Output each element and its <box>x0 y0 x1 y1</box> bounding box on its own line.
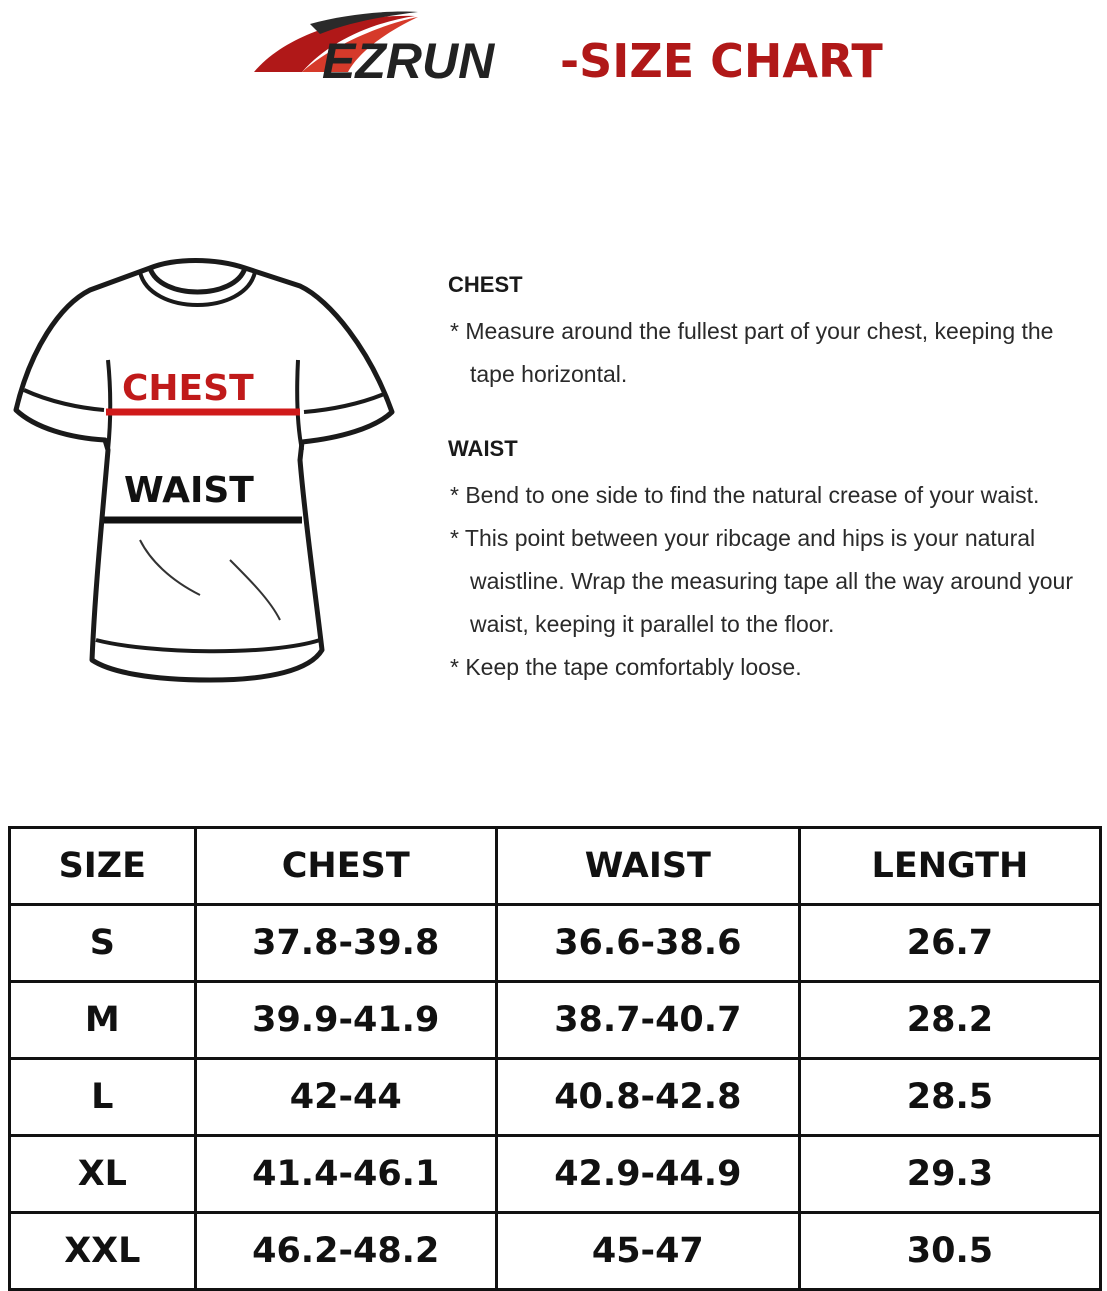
ezrun-logo <box>250 10 550 90</box>
waist-guide-item: * Keep the tape comfortably loose. <box>450 654 802 680</box>
waist-guide-item: * Bend to one side to find the natural crease of your waist. <box>450 482 1040 508</box>
chest-label: CHEST <box>122 368 254 409</box>
waist-cell: 40.8-42.8 <box>496 1059 799 1136</box>
waist-guide-heading: WAIST <box>448 436 518 461</box>
size-cell: M <box>10 982 196 1059</box>
table-header-row <box>10 828 1101 905</box>
table-row <box>10 905 1101 982</box>
waist-label: WAIST <box>124 470 254 511</box>
measurement-guide <box>448 272 1103 689</box>
length-cell: 28.2 <box>799 982 1100 1059</box>
table-row <box>10 1059 1101 1136</box>
waist-cell: 45-47 <box>496 1213 799 1290</box>
size-cell: XL <box>10 1136 196 1213</box>
svg-text:EZRUN: EZRUN <box>322 33 495 89</box>
length-cell: 26.7 <box>799 905 1100 982</box>
header-length: LENGTH <box>799 828 1100 905</box>
table-row <box>10 1136 1101 1213</box>
header <box>0 0 1107 110</box>
chest-cell: 42-44 <box>195 1059 496 1136</box>
waist-cell: 42.9-44.9 <box>496 1136 799 1213</box>
chest-cell: 46.2-48.2 <box>195 1213 496 1290</box>
length-cell: 29.3 <box>799 1136 1100 1213</box>
size-table <box>8 826 1102 1291</box>
header-waist: WAIST <box>496 828 799 905</box>
waist-guide-item: * This point between your ribcage and hips is your natural waistline. Wrap the measuring tape all the way around your waist, keeping it parallel to the floor. <box>450 525 1074 637</box>
size-cell: XXL <box>10 1213 196 1290</box>
chest-cell: 41.4-46.1 <box>195 1136 496 1213</box>
header-chest: CHEST <box>195 828 496 905</box>
chest-guide-heading: CHEST <box>448 272 523 297</box>
chest-guide-item: * Measure around the fullest part of your chest, keeping the tape horizontal. <box>450 318 1054 387</box>
chest-cell: 37.8-39.8 <box>195 905 496 982</box>
header-size: SIZE <box>10 828 196 905</box>
waist-cell: 38.7-40.7 <box>496 982 799 1059</box>
chest-cell: 39.9-41.9 <box>195 982 496 1059</box>
chart-title: -SIZE CHART <box>560 34 883 88</box>
table-row <box>10 982 1101 1059</box>
length-cell: 30.5 <box>799 1213 1100 1290</box>
size-cell: L <box>10 1059 196 1136</box>
table-row <box>10 1213 1101 1290</box>
size-cell: S <box>10 905 196 982</box>
waist-cell: 36.6-38.6 <box>496 905 799 982</box>
length-cell: 28.5 <box>799 1059 1100 1136</box>
